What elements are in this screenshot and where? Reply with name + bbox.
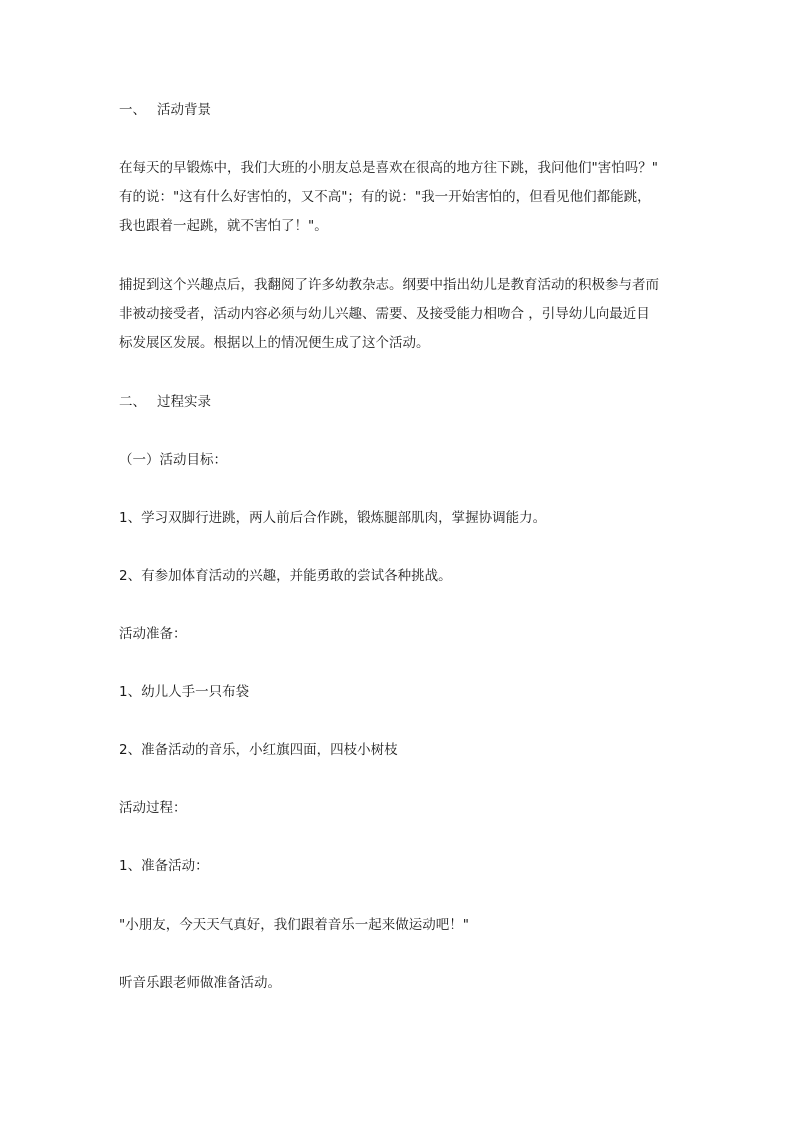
- paragraph-line: 我也跟着一起跳，就不害怕了！"。: [119, 218, 328, 234]
- process-step-1: 1、准备活动：: [119, 858, 209, 874]
- paragraph-line: 有的说："这有什么好害怕的，又不高"；有的说："我一开始害怕的，但看见他们都能跳，: [119, 189, 651, 205]
- paragraph-line: 非被动接受者，活动内容必须与幼儿兴趣、需要、及接受能力相吻合 ，引导幼儿向最近目: [119, 306, 650, 322]
- process-title: 活动过程：: [119, 800, 187, 816]
- section-title: 活动背景: [157, 102, 211, 118]
- instruction-line: 听音乐跟老师做准备活动。: [119, 975, 281, 991]
- section-heading-background: [119, 100, 679, 120]
- goal-item-1: 1、学习双脚行进跳，两人前后合作跳，锻炼腿部肌肉，掌握协调能力。: [119, 510, 547, 526]
- goal-item-2: 2、有参加体育活动的兴趣，并能勇敢的尝试各种挑战。: [119, 568, 452, 584]
- prep-item-1: 1、幼儿人手一只布袋: [119, 684, 250, 700]
- section-number: 一、: [119, 102, 146, 118]
- goal-title: （一）活动目标：: [119, 452, 227, 468]
- section-number: 二、: [119, 394, 146, 410]
- paragraph-line: 在每天的早锻炼中，我们大班的小朋友总是喜欢在很高的地方往下跳，我问他们"害怕吗？": [119, 160, 658, 176]
- teacher-quote: "小朋友，今天天气真好，我们跟着音乐一起来做运动吧！": [119, 917, 469, 933]
- prep-item-2: 2、准备活动的音乐，小红旗四面，四枝小树枝: [119, 742, 398, 758]
- section-heading-process: [119, 392, 679, 412]
- prep-title: 活动准备：: [119, 626, 187, 642]
- paragraph-line: 捕捉到这个兴趣点后，我翻阅了许多幼教杂志。纲要中指出幼儿是教育活动的积极参与者而: [119, 277, 659, 293]
- paragraph-line: 标发展区发展。根据以上的情况便生成了这个活动。: [119, 335, 430, 351]
- section-title: 过程实录: [157, 394, 211, 410]
